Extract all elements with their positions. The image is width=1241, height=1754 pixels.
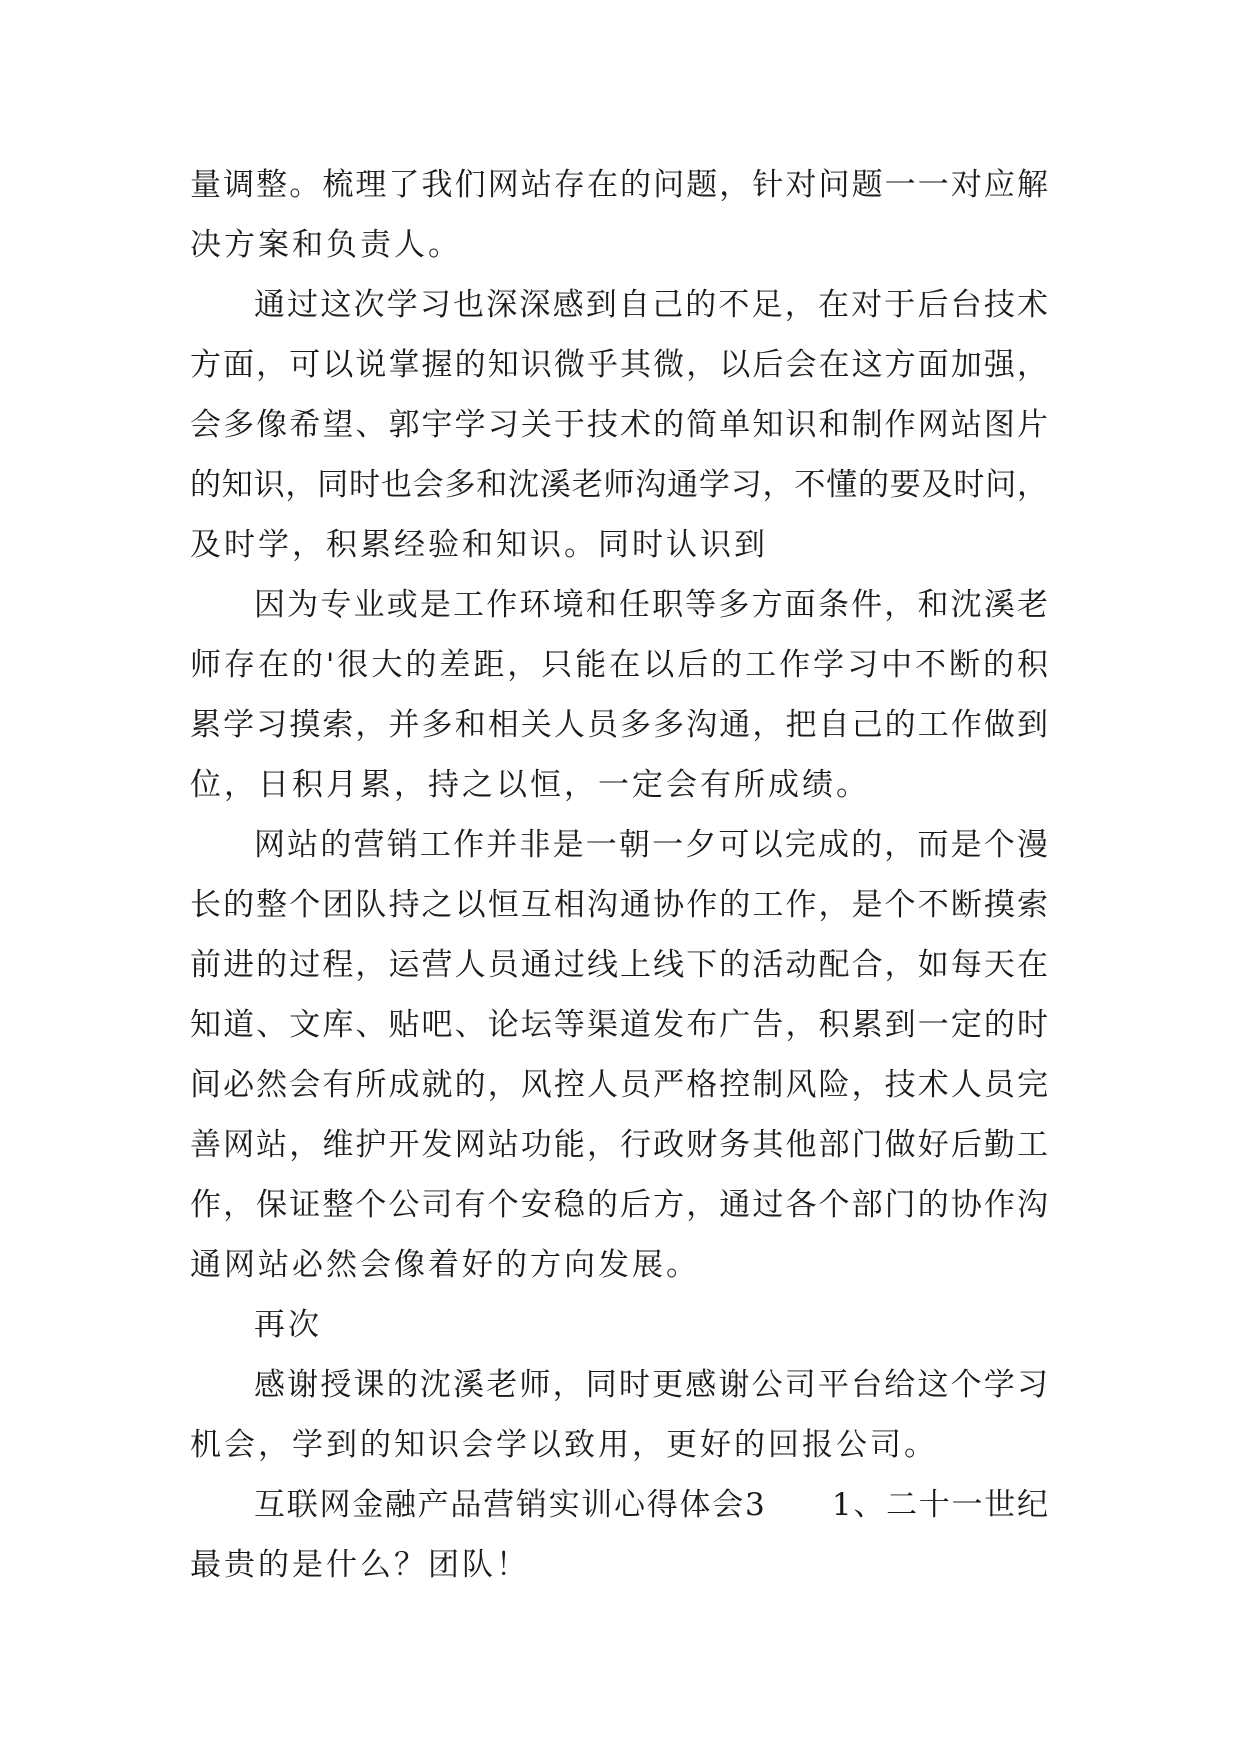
paragraph-start-line: 因为专业或是工作环境和任职等多方面条件，和沈溪老 <box>254 587 1048 623</box>
text-line: 方面，可以说掌握的知识微乎其微，以后会在这方面加强， <box>190 347 1048 383</box>
text-line: 长的整个团队持之以恒互相沟通协作的工作，是个不断摸索 <box>190 887 1048 923</box>
paragraph-start-line: 感谢授课的沈溪老师，同时更感谢公司平台给这个学习 <box>254 1367 1048 1403</box>
text-line: 知道、文库、贴吧、论坛等渠道发布广告，积累到一定的时 <box>190 1007 1048 1043</box>
text-line: 最贵的是什么？团队！ <box>190 1547 530 1583</box>
text-line: 通网站必然会像着好的方向发展。 <box>190 1247 700 1283</box>
text-line: 及时学，积累经验和知识。同时认识到 <box>190 527 768 563</box>
paragraph-start-line: 网站的营销工作并非是一朝一夕可以完成的，而是个漫 <box>254 827 1048 863</box>
text-line: 作，保证整个公司有个安稳的后方，通过各个部门的协作沟 <box>190 1187 1048 1223</box>
text-line: 的知识，同时也会多和沈溪老师沟通学习，不懂的要及时问， <box>190 467 1048 503</box>
text-line: 机会，学到的知识会学以致用，更好的回报公司。 <box>190 1427 938 1463</box>
text-line: 前进的过程，运营人员通过线上线下的活动配合，如每天在 <box>190 947 1048 983</box>
text-line: 会多像希望、郭宇学习关于技术的简单知识和制作网站图片 <box>190 407 1048 443</box>
paragraph-start-line: 通过这次学习也深深感到自己的不足，在对于后台技术 <box>254 287 1048 323</box>
text-line: 师存在的'很大的差距，只能在以后的工作学习中不断的积 <box>190 647 1048 683</box>
text-line: 善网站，维护开发网站功能，行政财务其他部门做好后勤工 <box>190 1127 1048 1163</box>
text-line: 位，日积月累，持之以恒，一定会有所成绩。 <box>190 767 870 803</box>
paragraph-start-line: 互联网金融产品营销实训心得体会3 1、二十一世纪 <box>254 1487 1048 1523</box>
text-line: 决方案和负责人。 <box>190 227 462 263</box>
text-line: 累学习摸索，并多和相关人员多多沟通，把自己的工作做到 <box>190 707 1048 743</box>
paragraph-start-line: 再次 <box>254 1307 322 1343</box>
text-line: 量调整。梳理了我们网站存在的问题，针对问题一一对应解 <box>190 167 1048 203</box>
text-line: 间必然会有所成就的，风控人员严格控制风险，技术人员完 <box>190 1067 1048 1103</box>
